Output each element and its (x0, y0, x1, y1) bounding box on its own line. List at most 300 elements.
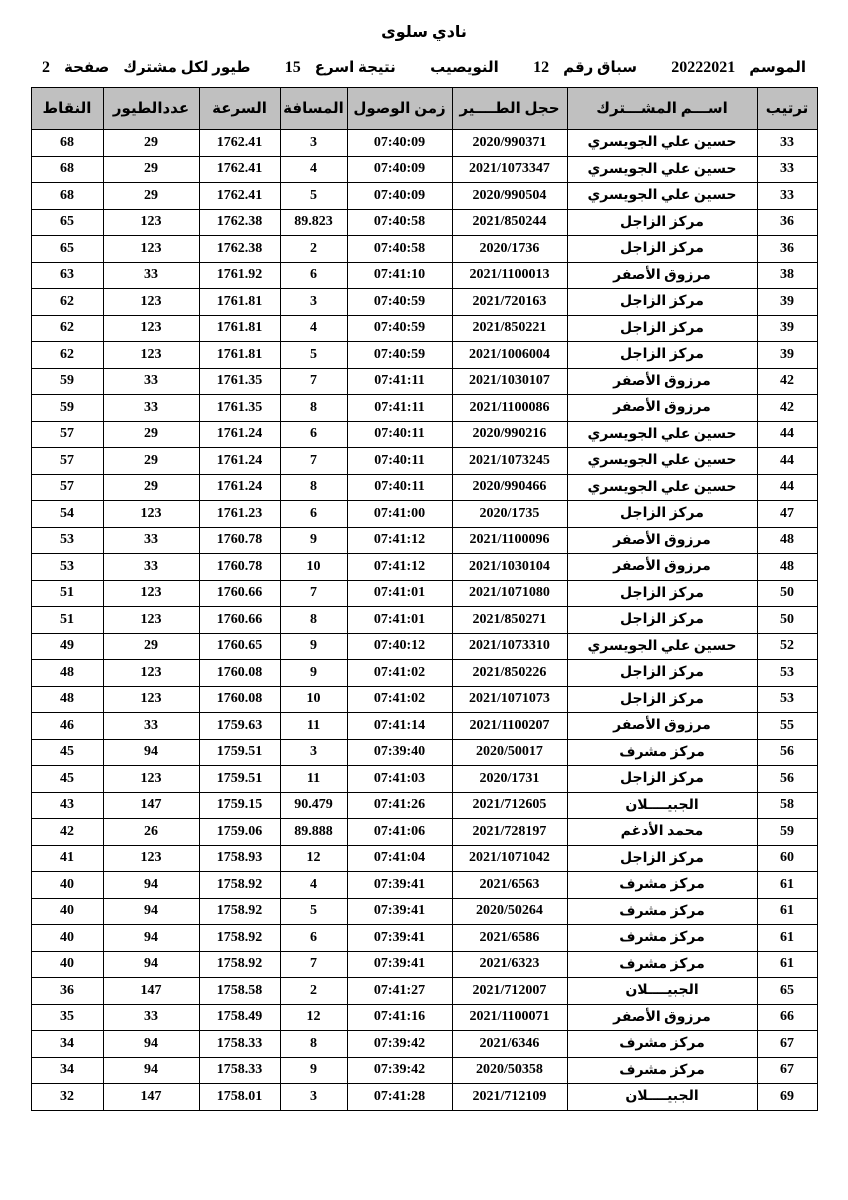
cell-band: 2021/720163 (452, 289, 567, 316)
club-name: نادي سلوى (381, 24, 467, 41)
cell-speed: 1760.78 (199, 527, 280, 554)
cell-distance: 3 (280, 289, 347, 316)
cell-arrival: 07:40:59 (347, 289, 452, 316)
cell-band: 2021/1030107 (452, 368, 567, 395)
table-row (31, 209, 817, 236)
table-row (31, 1084, 817, 1111)
header-speed: السرعة (199, 88, 280, 130)
cell-arrival: 07:41:11 (347, 395, 452, 422)
table-row (31, 395, 817, 422)
cell-name: حسين علي الجويسري (567, 633, 757, 660)
cell-rank: 67 (757, 1057, 817, 1084)
cell-rank: 52 (757, 633, 817, 660)
cell-points: 46 (31, 713, 103, 740)
cell-rank: 50 (757, 580, 817, 607)
cell-distance: 10 (280, 554, 347, 581)
cell-birds: 26 (103, 819, 199, 846)
cell-points: 53 (31, 554, 103, 581)
cell-arrival: 07:40:09 (347, 183, 452, 210)
cell-rank: 48 (757, 527, 817, 554)
cell-rank: 66 (757, 1004, 817, 1031)
cell-arrival: 07:41:10 (347, 262, 452, 289)
cell-birds: 33 (103, 395, 199, 422)
cell-distance: 5 (280, 898, 347, 925)
cell-rank: 44 (757, 421, 817, 448)
cell-birds: 147 (103, 978, 199, 1005)
cell-rank: 47 (757, 501, 817, 528)
cell-band: 2020/1736 (452, 236, 567, 263)
cell-arrival: 07:39:42 (347, 1031, 452, 1058)
cell-rank: 39 (757, 315, 817, 342)
cell-name: حسين علي الجويسري (567, 156, 757, 183)
cell-birds: 94 (103, 898, 199, 925)
table-row (31, 766, 817, 793)
cell-birds: 29 (103, 156, 199, 183)
cell-birds: 33 (103, 262, 199, 289)
cell-points: 59 (31, 368, 103, 395)
cell-distance: 6 (280, 925, 347, 952)
cell-rank: 50 (757, 607, 817, 634)
cell-speed: 1761.81 (199, 289, 280, 316)
cell-arrival: 07:40:12 (347, 633, 452, 660)
cell-distance: 7 (280, 580, 347, 607)
cell-name: مرزوق الأصفر (567, 713, 757, 740)
cell-birds: 29 (103, 183, 199, 210)
cell-birds: 123 (103, 209, 199, 236)
cell-points: 48 (31, 686, 103, 713)
table-row (31, 580, 817, 607)
cell-points: 68 (31, 183, 103, 210)
table-row (31, 527, 817, 554)
cell-speed: 1761.35 (199, 368, 280, 395)
cell-distance: 9 (280, 1057, 347, 1084)
cell-speed: 1761.24 (199, 421, 280, 448)
cell-speed: 1758.33 (199, 1031, 280, 1058)
cell-distance: 6 (280, 501, 347, 528)
cell-birds: 94 (103, 1057, 199, 1084)
cell-birds: 29 (103, 474, 199, 501)
cell-name: حسين علي الجويسري (567, 183, 757, 210)
cell-distance: 5 (280, 183, 347, 210)
cell-distance: 9 (280, 633, 347, 660)
cell-name: مركز مشرف (567, 925, 757, 952)
cell-band: 2021/1071073 (452, 686, 567, 713)
cell-arrival: 07:41:14 (347, 713, 452, 740)
cell-name: مركز مشرف (567, 1057, 757, 1084)
cell-rank: 69 (757, 1084, 817, 1111)
cell-band: 2021/1006004 (452, 342, 567, 369)
cell-speed: 1758.33 (199, 1057, 280, 1084)
cell-points: 62 (31, 289, 103, 316)
table-row (31, 448, 817, 475)
race-info-line (0, 58, 848, 77)
cell-distance: 12 (280, 845, 347, 872)
cell-arrival: 07:40:59 (347, 315, 452, 342)
cell-arrival: 07:40:11 (347, 474, 452, 501)
page-label: صفحة (64, 60, 110, 76)
cell-arrival: 07:41:12 (347, 527, 452, 554)
table-row (31, 978, 817, 1005)
cell-points: 57 (31, 421, 103, 448)
table-row (31, 315, 817, 342)
cell-rank: 60 (757, 845, 817, 872)
cell-band: 2021/850226 (452, 660, 567, 687)
cell-distance: 2 (280, 978, 347, 1005)
cell-birds: 123 (103, 342, 199, 369)
cell-name: مركز مشرف (567, 1031, 757, 1058)
cell-rank: 42 (757, 368, 817, 395)
cell-name: مركز الزاجل (567, 660, 757, 687)
cell-name: مرزوق الأصفر (567, 262, 757, 289)
cell-speed: 1760.08 (199, 686, 280, 713)
cell-band: 2021/712605 (452, 792, 567, 819)
race-number-info (533, 58, 637, 77)
cell-birds: 123 (103, 501, 199, 528)
cell-points: 40 (31, 925, 103, 952)
cell-distance: 8 (280, 395, 347, 422)
cell-band: 2021/728197 (452, 819, 567, 846)
cell-band: 2020/990504 (452, 183, 567, 210)
cell-birds: 123 (103, 607, 199, 634)
cell-birds: 147 (103, 792, 199, 819)
cell-points: 40 (31, 872, 103, 899)
cell-birds: 94 (103, 951, 199, 978)
cell-points: 51 (31, 580, 103, 607)
cell-rank: 61 (757, 898, 817, 925)
header-birds: عددالطيور (103, 88, 199, 130)
results-table (31, 87, 818, 1111)
cell-speed: 1759.06 (199, 819, 280, 846)
season-value: 20222021 (671, 59, 736, 76)
cell-points: 68 (31, 156, 103, 183)
cell-arrival: 07:41:11 (347, 368, 452, 395)
cell-points: 34 (31, 1031, 103, 1058)
table-row (31, 1004, 817, 1031)
cell-distance: 3 (280, 1084, 347, 1111)
cell-speed: 1761.23 (199, 501, 280, 528)
header-name: اســـم المشـــترك (567, 88, 757, 130)
cell-distance: 9 (280, 527, 347, 554)
cell-name: مركز الزاجل (567, 607, 757, 634)
cell-band: 2021/1071080 (452, 580, 567, 607)
cell-points: 57 (31, 474, 103, 501)
cell-points: 42 (31, 819, 103, 846)
cell-distance: 5 (280, 342, 347, 369)
cell-name: مرزوق الأصفر (567, 527, 757, 554)
cell-distance: 4 (280, 156, 347, 183)
cell-name: مرزوق الأصفر (567, 395, 757, 422)
season-label: الموسم (749, 60, 806, 76)
cell-arrival: 07:39:41 (347, 925, 452, 952)
cell-speed: 1762.38 (199, 236, 280, 263)
cell-name: مركز مشرف (567, 951, 757, 978)
table-row (31, 713, 817, 740)
cell-rank: 44 (757, 448, 817, 475)
cell-band: 2020/50358 (452, 1057, 567, 1084)
cell-band: 2021/850244 (452, 209, 567, 236)
cell-points: 62 (31, 342, 103, 369)
table-row (31, 660, 817, 687)
cell-birds: 33 (103, 527, 199, 554)
cell-points: 32 (31, 1084, 103, 1111)
cell-band: 2021/712007 (452, 978, 567, 1005)
result-info (285, 58, 396, 77)
cell-band: 2021/850221 (452, 315, 567, 342)
table-row (31, 1057, 817, 1084)
cell-points: 62 (31, 315, 103, 342)
cell-birds: 123 (103, 580, 199, 607)
cell-birds: 94 (103, 1031, 199, 1058)
cell-distance: 11 (280, 766, 347, 793)
cell-band: 2021/1100086 (452, 395, 567, 422)
cell-points: 53 (31, 527, 103, 554)
cell-arrival: 07:41:27 (347, 978, 452, 1005)
cell-arrival: 07:41:16 (347, 1004, 452, 1031)
cell-rank: 56 (757, 766, 817, 793)
cell-band: 2020/50264 (452, 898, 567, 925)
cell-arrival: 07:40:09 (347, 156, 452, 183)
cell-rank: 33 (757, 183, 817, 210)
cell-arrival: 07:41:12 (347, 554, 452, 581)
table-row (31, 819, 817, 846)
header-arrival: زمن الوصول (347, 88, 452, 130)
cell-arrival: 07:40:11 (347, 421, 452, 448)
cell-rank: 56 (757, 739, 817, 766)
cell-arrival: 07:41:00 (347, 501, 452, 528)
cell-name: محمد الأدغم (567, 819, 757, 846)
cell-speed: 1759.51 (199, 739, 280, 766)
cell-distance: 7 (280, 951, 347, 978)
cell-birds: 123 (103, 236, 199, 263)
cell-speed: 1762.41 (199, 130, 280, 157)
cell-band: 2020/1735 (452, 501, 567, 528)
cell-speed: 1758.92 (199, 872, 280, 899)
cell-points: 49 (31, 633, 103, 660)
cell-name: مركز الزاجل (567, 845, 757, 872)
cell-name: مركز الزاجل (567, 501, 757, 528)
cell-rank: 61 (757, 925, 817, 952)
cell-arrival: 07:39:42 (347, 1057, 452, 1084)
cell-distance: 4 (280, 315, 347, 342)
cell-points: 45 (31, 766, 103, 793)
cell-name: مركز الزاجل (567, 342, 757, 369)
cell-points: 57 (31, 448, 103, 475)
table-row (31, 951, 817, 978)
cell-points: 65 (31, 209, 103, 236)
cell-name: مركز الزاجل (567, 289, 757, 316)
cell-birds: 33 (103, 368, 199, 395)
cell-distance: 89.888 (280, 819, 347, 846)
cell-band: 2021/6563 (452, 872, 567, 899)
cell-band: 2021/6586 (452, 925, 567, 952)
cell-points: 41 (31, 845, 103, 872)
cell-band: 2021/1030104 (452, 554, 567, 581)
cell-speed: 1759.15 (199, 792, 280, 819)
cell-arrival: 07:41:02 (347, 686, 452, 713)
cell-band: 2020/1731 (452, 766, 567, 793)
cell-points: 51 (31, 607, 103, 634)
cell-name: مركز مشرف (567, 872, 757, 899)
cell-name: مرزوق الأصفر (567, 554, 757, 581)
cell-points: 63 (31, 262, 103, 289)
cell-speed: 1761.24 (199, 448, 280, 475)
cell-distance: 7 (280, 368, 347, 395)
cell-band: 2020/990371 (452, 130, 567, 157)
cell-band: 2021/1073245 (452, 448, 567, 475)
cell-name: حسين علي الجويسري (567, 448, 757, 475)
cell-band: 2021/6323 (452, 951, 567, 978)
cell-rank: 67 (757, 1031, 817, 1058)
header-points: النقاط (31, 88, 103, 130)
cell-name: مركز الزاجل (567, 236, 757, 263)
cell-birds: 33 (103, 713, 199, 740)
cell-arrival: 07:39:41 (347, 898, 452, 925)
table-row (31, 739, 817, 766)
cell-distance: 11 (280, 713, 347, 740)
cell-distance: 8 (280, 474, 347, 501)
cell-band: 2020/990466 (452, 474, 567, 501)
cell-rank: 61 (757, 951, 817, 978)
cell-rank: 59 (757, 819, 817, 846)
cell-band: 2021/1071042 (452, 845, 567, 872)
cell-distance: 9 (280, 660, 347, 687)
cell-band: 2020/50017 (452, 739, 567, 766)
cell-band: 2020/990216 (452, 421, 567, 448)
cell-birds: 29 (103, 633, 199, 660)
cell-rank: 39 (757, 342, 817, 369)
table-row (31, 872, 817, 899)
cell-birds: 147 (103, 1084, 199, 1111)
cell-speed: 1758.01 (199, 1084, 280, 1111)
cell-band: 2021/1073310 (452, 633, 567, 660)
cell-rank: 53 (757, 660, 817, 687)
cell-rank: 33 (757, 156, 817, 183)
race-number-label: سباق رقم (563, 60, 637, 76)
cell-name: حسين علي الجويسري (567, 474, 757, 501)
cell-rank: 55 (757, 713, 817, 740)
cell-birds: 29 (103, 448, 199, 475)
cell-distance: 7 (280, 448, 347, 475)
cell-distance: 6 (280, 421, 347, 448)
cell-arrival: 07:41:03 (347, 766, 452, 793)
cell-speed: 1762.41 (199, 156, 280, 183)
cell-speed: 1760.65 (199, 633, 280, 660)
cell-rank: 36 (757, 236, 817, 263)
cell-distance: 8 (280, 1031, 347, 1058)
cell-birds: 123 (103, 845, 199, 872)
page-info (42, 58, 251, 77)
cell-band: 2021/1100071 (452, 1004, 567, 1031)
table-row (31, 183, 817, 210)
cell-name: حسين علي الجويسري (567, 421, 757, 448)
cell-arrival: 07:40:59 (347, 342, 452, 369)
cell-distance: 12 (280, 1004, 347, 1031)
cell-rank: 33 (757, 130, 817, 157)
cell-rank: 38 (757, 262, 817, 289)
cell-name: مركز الزاجل (567, 686, 757, 713)
cell-band: 2021/850271 (452, 607, 567, 634)
cell-arrival: 07:41:01 (347, 580, 452, 607)
cell-points: 35 (31, 1004, 103, 1031)
cell-name: مركز الزاجل (567, 766, 757, 793)
cell-distance: 89.823 (280, 209, 347, 236)
result-value: 15 (284, 59, 301, 76)
cell-speed: 1760.78 (199, 554, 280, 581)
table-row (31, 262, 817, 289)
cell-birds: 94 (103, 739, 199, 766)
table-row (31, 289, 817, 316)
cell-rank: 65 (757, 978, 817, 1005)
table-row (31, 501, 817, 528)
cell-arrival: 07:41:04 (347, 845, 452, 872)
cell-rank: 39 (757, 289, 817, 316)
cell-birds: 94 (103, 872, 199, 899)
cell-arrival: 07:41:26 (347, 792, 452, 819)
table-row (31, 421, 817, 448)
cell-points: 68 (31, 130, 103, 157)
cell-speed: 1758.58 (199, 978, 280, 1005)
cell-birds: 29 (103, 421, 199, 448)
cell-distance: 6 (280, 262, 347, 289)
cell-speed: 1759.63 (199, 713, 280, 740)
cell-distance: 4 (280, 872, 347, 899)
header-band: حجل الطــــير (452, 88, 567, 130)
table-row (31, 236, 817, 263)
cell-distance: 8 (280, 607, 347, 634)
cell-arrival: 07:40:58 (347, 236, 452, 263)
season-info (671, 58, 806, 77)
cell-band: 2021/1100013 (452, 262, 567, 289)
cell-arrival: 07:40:11 (347, 448, 452, 475)
cell-name: حسين علي الجويسري (567, 130, 757, 157)
cell-distance: 3 (280, 739, 347, 766)
header-row (31, 88, 817, 130)
cell-arrival: 07:41:28 (347, 1084, 452, 1111)
cell-points: 43 (31, 792, 103, 819)
cell-distance: 90.479 (280, 792, 347, 819)
cell-points: 36 (31, 978, 103, 1005)
cell-speed: 1761.81 (199, 315, 280, 342)
cell-name: مرزوق الأصفر (567, 1004, 757, 1031)
table-row (31, 474, 817, 501)
cell-distance: 3 (280, 130, 347, 157)
table-row (31, 792, 817, 819)
cell-birds: 94 (103, 925, 199, 952)
cell-arrival: 07:41:06 (347, 819, 452, 846)
cell-points: 48 (31, 660, 103, 687)
cell-birds: 123 (103, 660, 199, 687)
page-number: 2 (42, 59, 50, 76)
cell-arrival: 07:41:01 (347, 607, 452, 634)
cell-speed: 1759.51 (199, 766, 280, 793)
cell-speed: 1758.92 (199, 925, 280, 952)
cell-arrival: 07:39:41 (347, 872, 452, 899)
per-participant-label: طيور لكل مشترك (123, 60, 251, 76)
cell-rank: 61 (757, 872, 817, 899)
cell-points: 54 (31, 501, 103, 528)
result-label: نتيجة اسرع (314, 60, 396, 76)
cell-birds: 33 (103, 554, 199, 581)
table-row (31, 368, 817, 395)
results-tbody (31, 130, 817, 1111)
cell-birds: 123 (103, 686, 199, 713)
cell-band: 2021/6346 (452, 1031, 567, 1058)
table-row (31, 607, 817, 634)
cell-rank: 44 (757, 474, 817, 501)
cell-speed: 1760.08 (199, 660, 280, 687)
header-rank: ترتيب (757, 88, 817, 130)
table-row (31, 686, 817, 713)
